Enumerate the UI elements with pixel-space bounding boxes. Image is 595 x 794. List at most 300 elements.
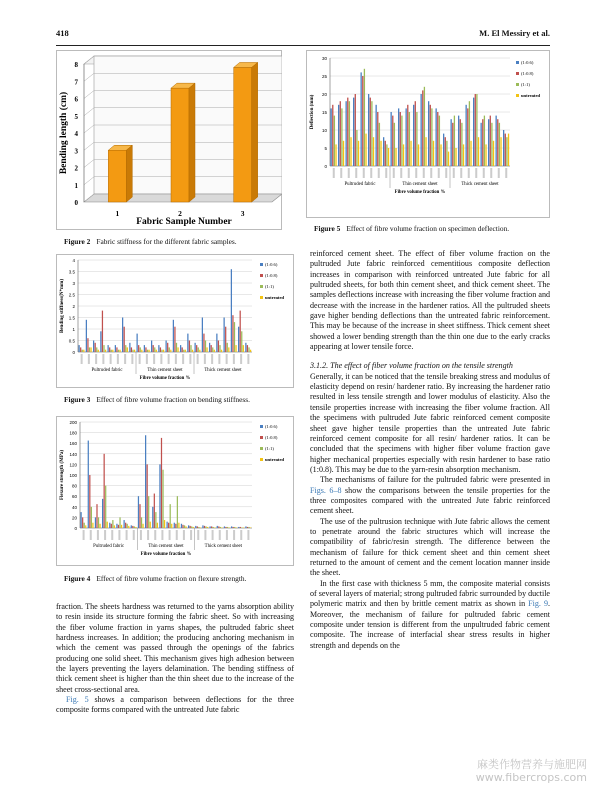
bar [241, 527, 242, 528]
legend-swatch [260, 436, 263, 439]
bar [247, 345, 248, 352]
bar [127, 347, 128, 352]
x-tick-label-mark [333, 168, 335, 178]
paragraph: fraction. The sheets hardness was returned to the yarns absorption ability to resin inside its structure forming the fabric sheet. So with increasing the fiber volume fraction in yarns shapes, the pultruded fabric sheet hardness increases. In addition; the producing anchoring mechanism in which the cement was passed through the openings of the fabrics producing one solid sheet. This mechanism gives high adhesion between the layers preventing the layers delamination. The bending stiffness of thick cement sheet is higher than the thin sheet due to the increase of the sheet cross-sectional area. [56, 602, 294, 694]
figure-5-chart [306, 50, 550, 218]
bar [160, 347, 161, 352]
x-tick-label: 1 [115, 209, 120, 218]
bar [407, 105, 408, 166]
bar [103, 345, 104, 352]
bar [157, 523, 158, 528]
x-tick-label-mark [197, 530, 199, 540]
x-tick-label-mark [423, 168, 425, 178]
bar [388, 148, 389, 166]
bar [93, 341, 94, 353]
bar [86, 320, 87, 352]
bar [433, 141, 434, 166]
bar [161, 350, 162, 352]
bar [132, 526, 133, 528]
bar [115, 345, 116, 352]
x-tick-label-mark [102, 354, 104, 364]
bar [145, 435, 146, 528]
figure-4-label: Figure 4 [64, 574, 91, 583]
legend-swatch [260, 263, 263, 266]
bar [118, 350, 119, 352]
x-tick-label-mark [90, 530, 92, 540]
x-tick-label-mark [348, 168, 350, 178]
bar [119, 350, 120, 352]
header-rule [56, 45, 550, 46]
x-tick-label-mark [393, 168, 395, 178]
bar [138, 345, 139, 352]
bar [466, 105, 467, 166]
bar [467, 108, 468, 166]
bar [82, 350, 83, 352]
bar [478, 137, 479, 166]
x-axis-title: Fibre volume fraction % [139, 376, 191, 381]
bar [361, 72, 362, 166]
bar [232, 315, 233, 352]
x-tick-label-mark [363, 168, 365, 178]
bar [124, 327, 125, 352]
bar [108, 150, 126, 202]
group-label: Thin cement sheet [148, 544, 184, 549]
x-tick-label-mark [233, 530, 235, 540]
bar [100, 331, 101, 352]
bar [475, 94, 476, 166]
x-tick-label-mark [240, 530, 242, 540]
paragraph-text: In the first case with thickness 5 mm, the composite material consists of several layers of material; strong pultruded fabric surrounded by ductile polymeric matrix and then by brittle cement matrix as shown in [310, 578, 550, 609]
running-header [56, 28, 550, 42]
bar [236, 527, 237, 528]
bar [452, 123, 453, 166]
bar [458, 116, 459, 166]
bar [234, 527, 235, 528]
x-tick-label-mark [226, 354, 228, 364]
bar [170, 504, 171, 528]
bar [331, 108, 332, 166]
bar [431, 108, 432, 166]
bar [248, 527, 249, 528]
bar [421, 94, 422, 166]
bar [430, 105, 431, 166]
bar [508, 134, 509, 166]
bar [178, 523, 179, 528]
bar [245, 526, 246, 528]
x-tick-label-mark [240, 354, 242, 364]
bar [365, 134, 366, 166]
bar [156, 350, 157, 352]
bar [88, 441, 89, 528]
bar [109, 523, 110, 528]
bar [139, 504, 140, 528]
y-tick-label: 7 [74, 78, 78, 87]
bar [79, 345, 80, 352]
group-label: Thick cement sheet [204, 544, 242, 549]
y-tick-label: 4 [74, 130, 78, 138]
bar [182, 525, 183, 528]
bar [356, 130, 357, 166]
bar [238, 327, 239, 352]
paragraph: Generally, it can be noticed that the tensile breaking stress and modulus of elasticity depend on resin/ hardener ratio. By increasing the hardener ratio resulted in less tensile strength and lower modulus of elasticity. Also the tensile properties increase with increasing the fiber volume fraction. All the specimens with pultruded Jute fabric reinforced cement composite sheet gave higher tensile properties than the untreated Jute fabric reinforced cement composite for all resin/ hardener ratios. It can be concluded that the specimens with higher fiber volume fraction gave higher mechanical properties especially with resin hardener to base ratio (1:0.8). This may be due to the yarn-resin absorption mechanism. [310, 371, 550, 474]
bar [84, 523, 85, 528]
y-tick-label: 20 [71, 515, 77, 521]
figure-5-caption [314, 224, 550, 233]
x-tick-label-mark [340, 168, 342, 178]
bar [206, 347, 207, 352]
bar [470, 141, 471, 166]
legend-swatch [260, 425, 263, 428]
bar [341, 108, 342, 166]
bar [114, 525, 115, 528]
fig-9-link[interactable]: Fig. 9 [528, 599, 548, 609]
bar [167, 522, 168, 528]
bar [398, 108, 399, 166]
x-tick-label-mark [218, 354, 220, 364]
x-tick-label-mark [118, 530, 120, 540]
bar [102, 499, 103, 528]
bar [217, 526, 218, 528]
bar [406, 108, 407, 166]
bar [134, 350, 135, 352]
bar [90, 347, 91, 352]
x-tick-label-mark [110, 354, 112, 364]
bar [484, 116, 485, 166]
x-tick-label-mark [219, 530, 221, 540]
fig-5-link[interactable]: Fig. 5 [66, 695, 89, 705]
bar [121, 525, 122, 528]
x-tick-label-mark [385, 168, 387, 178]
bar [189, 341, 190, 353]
x-tick-label-mark [445, 168, 447, 178]
bar [99, 524, 100, 528]
x-tick-label-mark [133, 530, 135, 540]
bar [91, 507, 92, 528]
x-tick-label-mark [95, 354, 97, 364]
bar [240, 311, 241, 352]
legend-swatch [516, 72, 519, 75]
bar [175, 524, 176, 528]
y-axis-title: Flexure strength (MPa) [60, 449, 65, 501]
y-tick-label: 15 [321, 110, 327, 115]
x-tick-label-mark [124, 354, 126, 364]
x-tick-label-mark [131, 354, 133, 364]
bar [190, 526, 191, 528]
bar-side [189, 83, 195, 202]
bar [118, 525, 119, 528]
x-tick-label-mark [168, 354, 170, 364]
bar [476, 94, 477, 166]
bar [446, 141, 447, 166]
paragraph-text: show the comparisons between the tensile properties for the three composites compared with the untreated Jute fabric reinforced cement sheet. [310, 485, 550, 516]
bar [108, 345, 109, 352]
figure-5-caption-text: Effect of fibre volume fraction on specimen deflection. [346, 224, 510, 233]
y-tick-label: 2 [74, 164, 78, 173]
bar [176, 343, 177, 352]
figure-3-caption-text: Effect of fibre volume fraction on bending stiffness. [96, 395, 250, 404]
bar [171, 88, 189, 202]
bar [112, 350, 113, 352]
x-tick-label-mark [468, 168, 470, 178]
bar [195, 526, 196, 528]
bar [376, 105, 377, 166]
bar [89, 347, 90, 352]
bar [129, 343, 130, 352]
bar [209, 343, 210, 352]
bar [170, 350, 171, 352]
figure-3-caption [64, 395, 294, 404]
bar [193, 527, 194, 528]
bar [349, 101, 350, 166]
y-tick-label: 80 [71, 483, 77, 489]
bar [111, 350, 112, 352]
bar [128, 526, 129, 528]
bar [213, 527, 214, 528]
bar [147, 464, 148, 528]
bar [169, 347, 170, 352]
figs-6-8-link[interactable]: Figs. 6–8 [310, 485, 342, 495]
figure-2-label: Figure 2 [64, 237, 91, 246]
figure-3 [56, 254, 294, 388]
bar [368, 94, 369, 166]
bar [340, 101, 341, 166]
y-tick-label: 140 [69, 451, 77, 457]
bar [198, 527, 199, 528]
bar [125, 523, 126, 528]
bar [148, 496, 149, 528]
y-tick-label: 120 [69, 462, 77, 468]
legend-label: untreated [521, 93, 541, 98]
bar [116, 524, 117, 528]
legend-label: (1:0.8) [521, 71, 534, 76]
bar [211, 526, 212, 528]
bar [234, 67, 252, 202]
y-tick-label: 2.5 [68, 292, 75, 298]
bar [87, 338, 88, 352]
x-tick-label-mark [460, 168, 462, 178]
bar [161, 438, 162, 528]
bar [83, 350, 84, 352]
x-tick-label: 2 [178, 209, 182, 218]
bar [81, 512, 82, 528]
legend-label: untreated [265, 457, 285, 462]
bar [200, 527, 201, 528]
bar [147, 350, 148, 352]
figure-2-chart [56, 50, 282, 230]
y-tick-label: 1 [74, 181, 78, 190]
x-tick-label-mark [146, 354, 148, 364]
paragraph-text: . Moreover, the mechanism of failure for pultruded fabric cement composite under tension is different from the unpultruded fabric cement composite. The increase of interfacial shear stress results in higher strength and depends on the [310, 599, 550, 650]
x-tick-label-mark [204, 530, 206, 540]
bar [164, 520, 165, 528]
bar [371, 101, 372, 166]
bar [92, 523, 93, 528]
bar [415, 101, 416, 166]
right-column-text [310, 249, 550, 651]
bar [343, 141, 344, 166]
x-tick-label-mark [378, 168, 380, 178]
bar [174, 327, 175, 352]
paragraph: The use of the pultrusion technique with Jute fabric allows the cement to penetrate around the fabric structures which will increase the compatibility of fabric/resin strength. The difference between the mechanism of failure for thick cement sheet and thin cement sheet returned to the amount of cement and the cement location manner inside the sheet. [310, 516, 550, 578]
bar [96, 347, 97, 352]
x-tick-label-mark [153, 354, 155, 364]
x-tick-label-mark [140, 530, 142, 540]
bar [151, 341, 152, 353]
bar [481, 123, 482, 166]
bar [350, 137, 351, 166]
bar [174, 523, 175, 528]
x-tick-label-mark [81, 354, 83, 364]
bar [454, 116, 455, 166]
bar [499, 123, 500, 166]
bar [98, 350, 99, 352]
bar [460, 119, 461, 166]
bar [140, 347, 141, 352]
bar [220, 527, 221, 528]
bar [105, 350, 106, 352]
legend-label: (1:0.6) [265, 424, 278, 429]
bar [250, 527, 251, 528]
legend-label: (1:0.6) [265, 262, 278, 267]
bar [445, 137, 446, 166]
bar [231, 269, 232, 352]
x-tick-label-mark [154, 530, 156, 540]
y-tick-label: 3.5 [68, 269, 75, 275]
x-tick-label-mark [183, 530, 185, 540]
bar [95, 343, 96, 352]
x-tick-label-mark [117, 354, 119, 364]
legend-label: (1:1) [265, 284, 274, 289]
y-axis-title: Bending length (cm) [59, 91, 69, 175]
x-tick-label-mark [475, 168, 477, 178]
bar [436, 108, 437, 166]
bar [131, 525, 132, 528]
bar [490, 116, 491, 166]
bar [493, 141, 494, 166]
bar [355, 94, 356, 166]
x-axis-title: Fabric Sample Number [136, 217, 232, 227]
bar [496, 116, 497, 166]
bar [221, 527, 222, 528]
x-tick-label-mark [189, 354, 191, 364]
bar [362, 76, 363, 166]
group-label: Pultruded fabric [93, 544, 125, 549]
bar [238, 527, 239, 528]
x-tick-label-mark [83, 530, 85, 540]
x-tick-label-mark [498, 168, 500, 178]
y-tick-label: 160 [69, 441, 77, 447]
y-tick-label: 5 [74, 112, 78, 121]
bar [235, 345, 236, 352]
bar [197, 526, 198, 528]
bar [233, 527, 234, 528]
bar [416, 112, 417, 166]
x-tick-label-mark [169, 530, 171, 540]
y-tick-label: 2 [72, 304, 75, 309]
bar [224, 318, 225, 353]
bar [144, 345, 145, 352]
bar [98, 517, 99, 528]
x-tick-label-mark [211, 354, 213, 364]
y-axis-title: Deflection (mm) [310, 94, 315, 130]
bar [410, 141, 411, 166]
bar [192, 350, 193, 352]
bar [135, 527, 136, 528]
x-tick-label-mark [438, 168, 440, 178]
bar [409, 112, 410, 166]
bar [241, 331, 242, 352]
watermark [476, 758, 587, 784]
x-tick-label-mark [88, 354, 90, 364]
legend-swatch [516, 83, 519, 86]
bar [428, 101, 429, 166]
figure-2-caption-text: Fabric stiffness for the different fabric samples. [96, 237, 237, 246]
bar [167, 343, 168, 352]
bar [89, 475, 90, 528]
bar [177, 496, 178, 528]
bar [104, 454, 105, 528]
x-axis-title: Fibre volume fraction % [394, 190, 446, 195]
bar [383, 137, 384, 166]
y-tick-label: 10 [321, 128, 327, 133]
legend-label: (1:0.8) [265, 435, 278, 440]
bar [163, 350, 164, 352]
bar [211, 345, 212, 352]
bar-side [126, 145, 132, 202]
bar [500, 137, 501, 166]
bar [109, 347, 110, 352]
x-tick-label-mark [126, 530, 128, 540]
bar [221, 350, 222, 352]
bar [159, 464, 160, 528]
figure-5-label: Figure 5 [314, 224, 341, 233]
bar [482, 119, 483, 166]
bar [162, 470, 163, 528]
legend-label: (1:1) [265, 446, 274, 451]
legend-swatch [516, 94, 519, 97]
bar [116, 347, 117, 352]
y-tick-label: 1.5 [68, 315, 75, 321]
y-tick-label: 8 [74, 61, 78, 69]
y-tick-label: 180 [69, 430, 77, 436]
bar [231, 526, 232, 528]
y-tick-label: 20 [321, 92, 327, 97]
bar [247, 527, 248, 528]
bar [182, 347, 183, 352]
bar [188, 525, 189, 528]
bar [353, 98, 354, 166]
y-tick-label: 25 [321, 74, 327, 79]
x-tick-label-mark [400, 168, 402, 178]
bar [385, 141, 386, 166]
bar [418, 144, 419, 166]
x-tick-label-mark [212, 530, 214, 540]
bar [437, 112, 438, 166]
y-tick-label: 0.5 [68, 338, 75, 344]
bar [205, 526, 206, 528]
bar [205, 341, 206, 353]
y-tick-label: 1 [72, 327, 75, 332]
y-tick-label: 6 [74, 95, 78, 104]
bar [347, 98, 348, 166]
bar [202, 525, 203, 528]
bar [185, 350, 186, 352]
bar [82, 517, 83, 528]
legend-swatch [260, 296, 263, 299]
x-tick-label-mark [247, 530, 249, 540]
bar [373, 137, 374, 166]
legend-swatch [260, 274, 263, 277]
